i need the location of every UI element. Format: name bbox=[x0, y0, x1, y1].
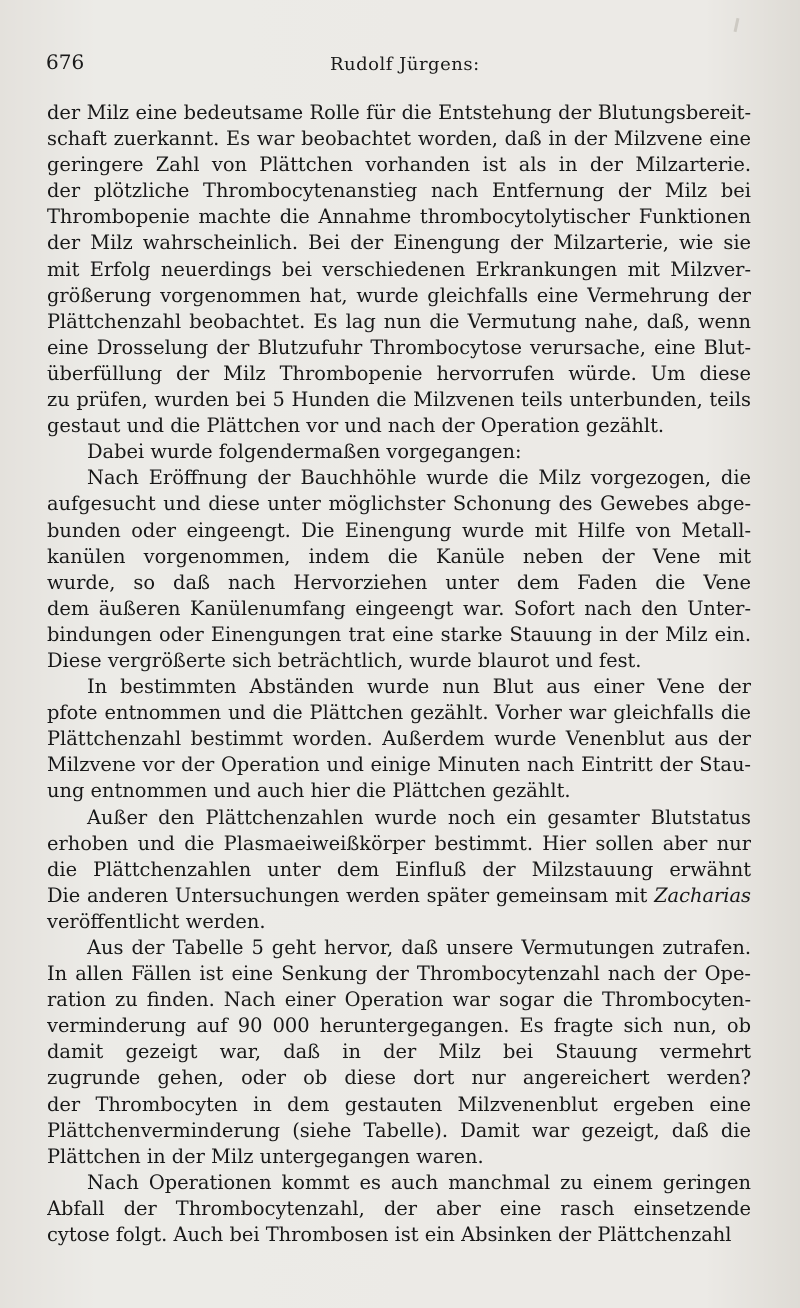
author-name: Zacharias bbox=[654, 883, 751, 907]
page-header bbox=[46, 50, 750, 80]
text-line: die Plättchenzahlen unter dem Einfluß der Milzstauung erwähnt bbox=[47, 857, 751, 881]
text-line: Außer den Plättchenzahlen wurde noch ein gesamter Blutstatus bbox=[87, 805, 751, 829]
text-line: dem äußeren Kanülenumfang eingeengt war. Sofort nach den Unter- bbox=[47, 596, 751, 620]
text-line: Milzvene vor der Operation und einige Minuten nach Eintritt der Stau- bbox=[47, 753, 751, 777]
text-line: Nach Eröffnung der Bauchhöhle wurde die Milz vorgezogen, die bbox=[87, 466, 751, 490]
text-line: aufgesucht und diese unter möglichster Schonung des Gewebes abge- bbox=[47, 492, 751, 516]
page-number: 676 bbox=[46, 50, 85, 74]
text-line: veröffentlicht werden. bbox=[47, 909, 266, 933]
text-line: cytose folgt. Auch bei Thrombosen ist ein Absinken der Plättchenzahl bbox=[47, 1223, 732, 1247]
text-line: eine Drosselung der Blutzufuhr Thrombocytose verursache, eine Blut- bbox=[47, 335, 751, 359]
text-line: damit gezeigt war, daß in der Milz bei Stauung vermehrt bbox=[47, 1040, 751, 1064]
text-line: kanülen vorgenommen, indem die Kanüle neben der Vene mit bbox=[47, 544, 751, 568]
text-line: In bestimmten Abständen wurde nun Blut aus einer Vene der bbox=[87, 675, 751, 699]
paragraph bbox=[47, 935, 751, 1170]
paragraph bbox=[47, 674, 751, 804]
running-head: Rudolf Jürgens: bbox=[330, 54, 480, 75]
text-line: Diese vergrößerte sich beträchtlich, wurde blaurot und fest. bbox=[47, 648, 642, 672]
text-line: schaft zuerkannt. Es war beobachtet worden, daß in der Milzvene eine bbox=[47, 127, 751, 151]
text-line: Plättchenzahl beobachtet. Es lag nun die Vermutung nahe, daß, wenn bbox=[47, 309, 751, 333]
text-line: ung entnommen und auch hier die Plättchen gezählt. bbox=[47, 779, 571, 803]
text-line: zu prüfen, wurden bei 5 Hunden die Milzvenen teils unterbunden, teils bbox=[47, 388, 751, 412]
paragraph bbox=[47, 805, 751, 935]
paragraph bbox=[47, 439, 751, 465]
text-line: Abfall der Thrombocytenzahl, der aber eine rasch einsetzende bbox=[47, 1196, 751, 1220]
text-line: Nach Operationen kommt es auch manchmal zu einem geringen bbox=[87, 1170, 751, 1194]
text-line: zugrunde gehen, oder ob diese dort nur angereichert werden? bbox=[47, 1066, 751, 1090]
text-line: In allen Fällen ist eine Senkung der Thrombocytenzahl nach der Ope- bbox=[47, 962, 751, 986]
paragraph bbox=[47, 100, 751, 439]
text-line: gestaut und die Plättchen vor und nach der Operation gezählt. bbox=[47, 414, 665, 438]
text-line: der Thrombocyten in dem gestauten Milzvenenblut ergeben eine bbox=[47, 1092, 751, 1116]
paragraph bbox=[47, 1170, 751, 1248]
text-line: mit Erfolg neuerdings bei verschiedenen Erkrankungen mit Milzver- bbox=[47, 257, 751, 281]
body-text bbox=[47, 100, 751, 1248]
text-line: der Milz eine bedeutsame Rolle für die Entstehung der Blutungsbereit- bbox=[47, 101, 751, 124]
text-line: größerung vorgenommen hat, wurde gleichfalls eine Vermehrung der bbox=[47, 283, 751, 307]
text-line: Plättchenverminderung (siehe Tabelle). Damit war gezeigt, daß die bbox=[47, 1118, 751, 1142]
text-line: Plättchenzahl bestimmt worden. Außerdem wurde Venenblut aus der bbox=[47, 727, 751, 751]
text-line: Aus der Tabelle 5 geht hervor, daß unsere Vermutungen zutrafen. bbox=[87, 936, 751, 959]
text-line: ration zu finden. Nach einer Operation war sogar die Thrombocyten- bbox=[47, 988, 751, 1012]
text-line: Dabei wurde folgendermaßen vorgegangen: bbox=[87, 440, 522, 464]
text-line: bunden oder eingeengt. Die Einengung wurde mit Hilfe von Metall- bbox=[47, 518, 751, 542]
text-line: verminderung auf 90 000 heruntergegangen. Es fragte sich nun, ob bbox=[47, 1014, 751, 1038]
text-line: überfüllung der Milz Thrombopenie hervorrufen würde. Um diese bbox=[47, 361, 751, 385]
text-line: Thrombopenie machte die Annahme thrombocytolytischer Funktionen bbox=[47, 205, 751, 229]
text-line: geringere Zahl von Plättchen vorhanden ist als in der Milzarterie. bbox=[47, 153, 751, 177]
text-line: erhoben und die Plasmaeiweißkörper bestimmt. Hier sollen aber nur bbox=[47, 831, 751, 855]
text-line: pfote entnommen und die Plättchen gezählt. Vorher war gleichfalls die bbox=[47, 701, 751, 725]
text-line: wurde, so daß nach Hervorziehen unter dem Faden die Vene bbox=[47, 570, 751, 594]
paper-mark bbox=[734, 18, 740, 32]
text-line: der plötzliche Thrombocytenanstieg nach Entfernung der Milz bei bbox=[47, 179, 751, 203]
text-line: bindungen oder Einengungen trat eine starke Stauung in der Milz ein. bbox=[47, 622, 751, 646]
text-line: Plättchen in der Milz untergegangen waren. bbox=[47, 1144, 484, 1168]
text-line: Die anderen Untersuchungen werden später gemeinsam mit Zacharias bbox=[47, 883, 751, 907]
text-line: der Milz wahrscheinlich. Bei der Einengung der Milzarterie, wie sie bbox=[47, 231, 751, 255]
paragraph bbox=[47, 465, 751, 674]
